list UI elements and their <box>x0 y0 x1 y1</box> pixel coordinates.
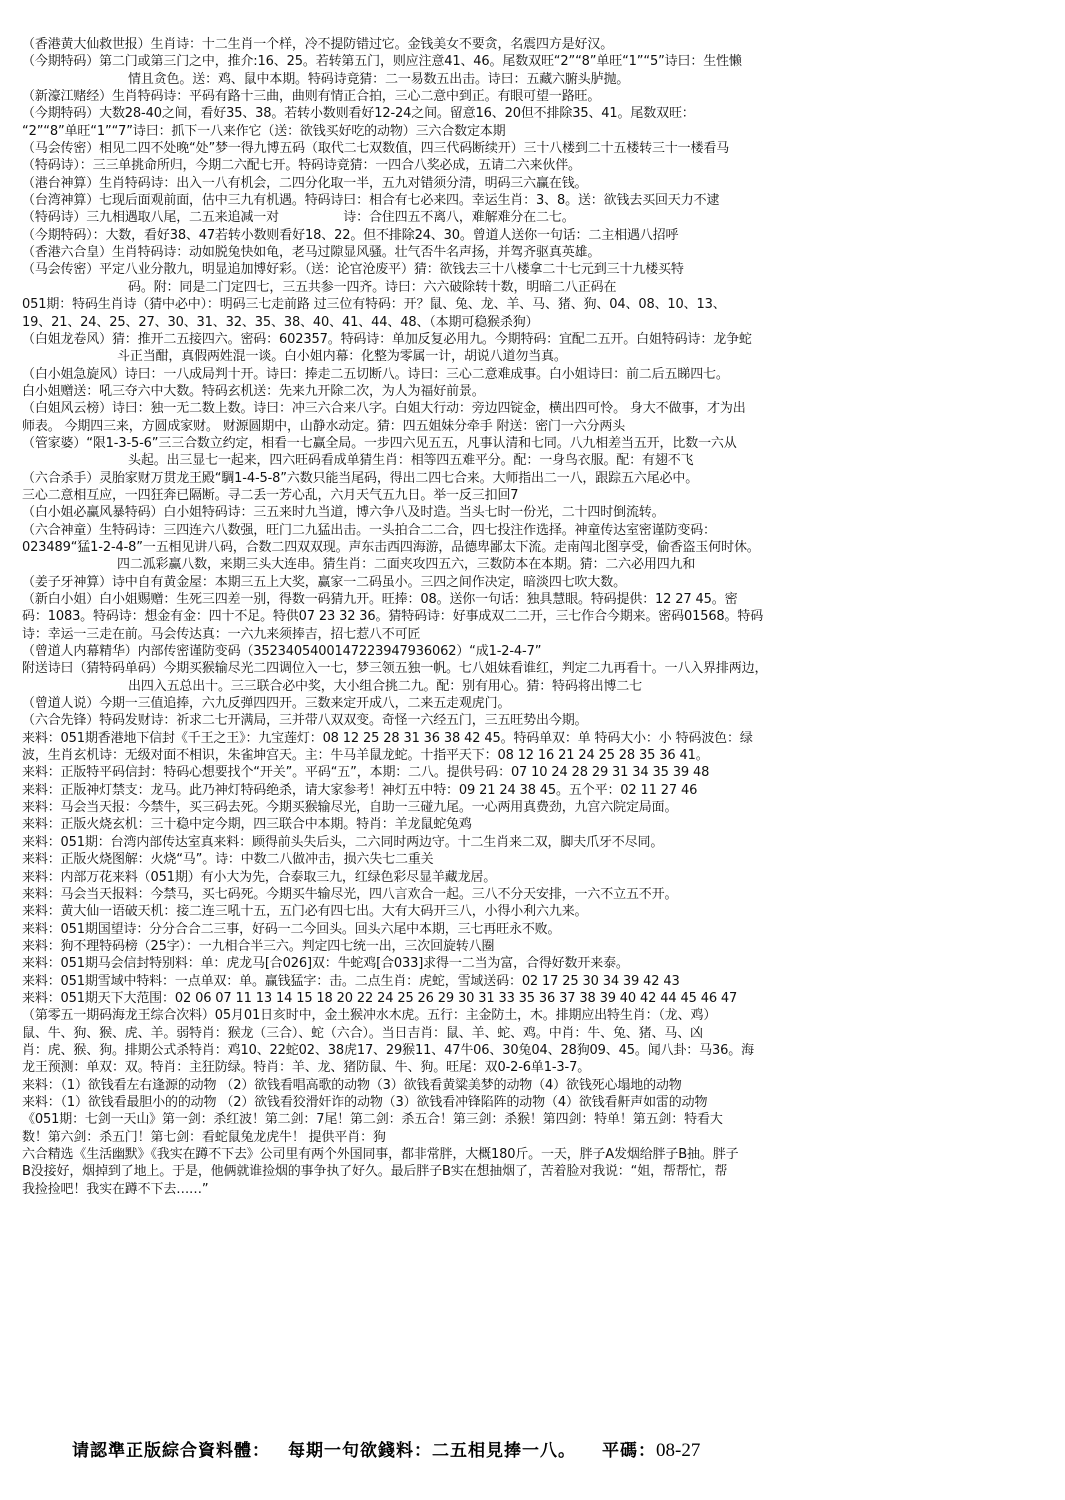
text-line: 来料：正版神灯禁支：龙马。此乃神灯特码绝杀，请大家参考！神灯五中特：09 21 24 38 45。五个平：02 11 27 46 <box>22 782 698 798</box>
text-line: 来料：051期天下大范围：02 06 07 11 13 14 15 18 20 22 24 25 26 29 30 31 33 35 36 37 38 39 40 42 44 45 46 47 <box>22 990 738 1006</box>
text-line: 白小姐赠送：吼三夺六中大数。特码玄机送：先来九开除二次，为人为福好前景。 <box>22 383 485 399</box>
footer-left-text: 请認準正版綜合資料體： <box>72 1441 270 1461</box>
text-line: 来料：黄大仙一语破天机：接二连三吼十五，五门必有四七出。大有大码开三八，小得小利六九来。 <box>22 904 588 920</box>
text-line: 来料：（1）欲钱看左右逢源的动物 （2）欲钱看唱高歌的动物（3）欲钱看黄粱美梦的动物（4）欲钱死心塌地的动物 <box>22 1077 682 1093</box>
text-line: （今期特码）第二门或第三门之中，推介:16、25。若转第五门，则应注意41、46。尾数双旺“2”“8”单旺“1”“5”诗曰：生性懒 <box>22 54 742 70</box>
text-line: 023489“猛1-2-4-8”一五相见讲八码，合数二四双双现。声东击西四海游，品德卑鄙太下流。走南闯北图享受，偷香盗玉何时休。 <box>22 539 760 555</box>
text-line: 头起。出三显七一起来，四六旺码看成单猜生肖：相等四五难平分。配：一身鸟衣服。配：有翅不飞 <box>128 453 694 469</box>
text-line: （马会传密）相见二四不处晚“处”梦一得九博五码（取代二七双数值，四三代码断续开）三十八楼到二十五楼转三十一楼看马 <box>22 141 730 157</box>
text-line: B没接好，烟掉到了地上。于是，他俩就谁捡烟的事争执了好久。最后胖子B实在想抽烟了，苦着脸对我说：“姐，帮帮忙，帮 <box>22 1164 728 1180</box>
text-line: 19、21、24、25、27、30、31、32、35、38、40、41、44、48、（本期可稳猴杀狗） <box>22 314 539 330</box>
text-line: （新白小姐）白小姐赐赠：生死三四差一别，得数一码猜九开。旺捧：08。送你一句话：独具慧眼。特码提供：12 27 45。密 <box>22 592 738 607</box>
document-body <box>22 36 1052 1198</box>
text-line: 三心二意相互应，一四狂奔已隔断。寻二丢一芳心乱，六月天气五九日。举一反三扣回7 <box>22 487 519 503</box>
text-line: （白小姐急旋风）诗曰：一八成局判十开。诗曰：捧走二五切断八。诗曰：三心二意难成事。白小姐诗曰：前二后五睇四七。 <box>22 366 729 382</box>
footer-pingma-label: 平碼： <box>602 1441 656 1461</box>
text-line: 鼠、牛、狗、猴、虎、羊。弱特肖：猴龙（三合）、蛇（六合）。当日吉肖：鼠、羊、蛇、鸡。中肖：牛、兔、猪、马、凶 <box>22 1025 703 1041</box>
text-line: （特码诗）：三三单挑命所归，今期二六配七开。特码诗竟猜：一四合八奖必成，五请二六来伙伴。 <box>22 158 581 174</box>
text-line: （港台神算）生肖特码诗：出入一八有机会，二四分化取一半，五九对错须分清，明码三六赢在钱。 <box>22 175 588 191</box>
text-line: （管家婆）“限1-3-5-6”三三合数立约定，相看一七赢全局。一步四六见五五，凡事认清和七同。八九相差当五开，比数一六从 <box>22 435 737 451</box>
text-line: （白小姐必赢风暴特码）白小姐特码诗：三五来时九当道，博六争八及时造。当头七时一份光，二十四时倒流转。 <box>22 505 665 521</box>
text-line: 码。附：同是二门定四七，三五共参一四齐。诗曰：六六破除转十数，明暗二八正码在 <box>128 279 617 295</box>
text-line: （香港六合皇）生肖特码诗：动如脱兔快如龟，老马过隙显风骚。壮气否牛名声扬，并驾齐驱真英雄。 <box>22 245 601 261</box>
text-line: 来料：051期：台湾内部传达室真来料：顾得前头失后头，二六同时两边守。十二生肖来二双，脚夫爪牙不尽同。 <box>22 834 664 850</box>
text-line: （今期特码）：大数，看好38、47若转小数则看好18、22。但不排除24、30。曾道人送你一句话：二主相遇八招呼 <box>22 227 679 243</box>
text-line: （马会传密）平定八业分散九，明显追加博好彩。（送：论官沧废平）猜：欲钱去三十八楼拿二十七元到三十九楼买特 <box>22 262 684 278</box>
text-line: 来料：正版火烧图解：火烧“马”。诗：中数二八做冲击，损六失七二重关 <box>22 852 434 868</box>
text-line: （台湾神算）七现后面观前面，估中三九有机遇。特码诗曰：相合有七必来四。幸运生肖：3、8。送：欲钱去买回天力不逮 <box>22 193 720 209</box>
text-line: 附送诗曰（猜特码单码）今期买猴输尽光二四调位入一七，梦三领五独一帆。七八姐妹看谁红，判定二九再看十。一八入界排两边， <box>22 661 768 677</box>
text-line: （新濠江赌经）生肖特码诗：平码有路十三曲，曲则有情正合拍，三心二意中到正。有眼可望一路旺。 <box>22 89 601 105</box>
text-line: 师表。 今期四三来，方圆成家财。 财源圆期中，山静水动定。猜：四五姐妹分牵手 附送：密门一六分两头 <box>22 418 626 434</box>
text-line: 《051期：七剑一天山》第一剑：杀红波！第二剑：7尾！第二剑：杀五合！第三剑：杀猴！第四剑：特单！第五剑：特看大 <box>22 1112 723 1128</box>
text-line: 龙王预测：单双：双。特肖：主狂防绿。特肖：羊、龙、猪防鼠、牛、狗。旺尾：双0-2-6单1-3-7。 <box>22 1060 591 1076</box>
text-line: 码：1083。特码诗：想金有金：四十不足。特供07 23 32 36。猜特码诗：好事成双二二开，三七作合今期来。密码01568。特码 <box>22 609 764 625</box>
text-line: 来料：马会当天报：今禁牛，买三码去死。今期买猴输尽光，自助一三碰九尾。一心两用真费劲，九宫六院定局面。 <box>22 800 678 816</box>
text-line: 六合精选《生活幽默》《我实在蹲不下去》公司里有两个外国同事，都非常胖，大概180斤。一天，胖子A发烟给胖子B抽。胖子 <box>22 1147 739 1162</box>
text-line: 我捡捡吧！我实在蹲不下去……” <box>22 1181 209 1197</box>
text-line: （曾道人内幕精华）内部传密谨防变码（35234054001472239479360​62）“成1-2-4-7” <box>22 644 542 660</box>
text-line: （六合先锋）特码发财诗：祈求二七开满局，三并带八双双变。奇怪一六经五门，三五旺势出今期。 <box>22 713 588 729</box>
text-line: 来料：狗不理特码榜（25字）：一九相合半三六。判定四七统一出，三次回旋转八圈 <box>22 938 495 954</box>
text-line: 数！第六剑：杀五门！第七剑：看蛇鼠兔龙虎牛！ 提供平肖：狗 <box>22 1129 386 1145</box>
text-line: 出四入五总出十。三三联合必中奖，大小组合挑二九。配：别有用心。猜：特码将出博二七 <box>128 678 643 694</box>
text-line: 来料：051期国望诗：分分合合二三事，好码一二今回头。回头六尾中本期，三七再旺永不败。 <box>22 921 561 937</box>
text-line: 来料：内部万花来料（051期）有小大为先，合泰取三九，红绿色彩尽显羊藏龙居。 <box>22 869 497 885</box>
text-line: （白姐龙卷风）猜：推开二五接四六。密码：602357。特码诗：单加反复必用九。今期特码：宜配二五开。白姐特码诗：龙争蛇 <box>22 331 752 347</box>
text-line: 051期：特码生肖诗（猜中必中）：明码三七走前路 过三位有特码：开？鼠、兔、龙、羊、马、猪、狗、04、08、10、13、 <box>22 297 726 313</box>
text-line: （特码诗）三九相遇取八尾，二五来追减一对 诗：合住四五不离八，难解难分在二七。 <box>22 210 575 226</box>
text-line: 情且贪色。送：鸡、鼠中本期。特码诗竟猜：二一易数五出击。诗曰：五藏六腑头胪抛。 <box>128 71 630 87</box>
footer-middle-text: 每期一句欲錢料：二五相見捧一八。 <box>288 1441 576 1461</box>
text-line: （白姐风云榜）诗曰：独一无二数上数。诗曰：冲三六合来八字。白姐大行动：旁边四锭金，横出四可怜。 身大不做事，才为出 <box>22 401 746 417</box>
text-line: （香港黄大仙救世报）生肖诗：十二生肖一个样，冷不提防错过它。金钱美女不要贪，名震四方是好汉。 <box>22 37 614 52</box>
text-line: （第零五一期码海龙王综合次料）05月01日亥时中，金土猴冲水木虎。五行：主金防土，木。排期应出特生肖：（龙、鸡） <box>22 1008 717 1024</box>
text-line: 诗：幸运一三走在前。马会传达真：一六九来须捧吉，招七惹八不可匠 <box>22 626 421 642</box>
text-line: 来料：（1）欲钱看最胆小的的动物 （2）欲钱看狡滑奸诈的动物（3）欲钱看冲锋陷阵的动物（4）欲钱看鼾声如雷的动物 <box>22 1094 708 1110</box>
text-line: （六合神童）生特码诗：三四连六八数强，旺门二九猛出击。一头拍合二二合，四七投注作选择。神童传达室密谨防变码： <box>22 522 716 538</box>
text-line: （今期特码）大数28-40之间，看好35、38。若转小数则看好12-24之间。留意16、20但不排除35、41。尾数双旺： <box>22 106 695 122</box>
footer-pingma-value: 08-27 <box>656 1440 701 1461</box>
text-line: 来料：正版火烧玄机：三十稳中定今期，四三联合中本期。特肖：羊龙鼠蛇兔鸡 <box>22 817 472 833</box>
text-line: 来料：051期马会信封特别料：单：虎龙马[合026]双：牛蛇鸡[合033]求得一二当为富，合得好数开来泰。 <box>22 956 629 972</box>
text-line: 波，生肖玄机诗：无级对面不相识，朱雀坤宫天。主：牛马羊鼠龙蛇。十指平天下：08 12 16 21 24 25 28 35 36 41。 <box>22 748 709 764</box>
text-line: 斗正当酣，真假两姓混一谈。白小姐内幕：化整为零属一计，胡说八道勿当真。 <box>117 349 567 365</box>
text-line: （姜子牙神算）诗中自有黄金屋：本期三五上大奖，赢家一二码虽小。三四之间作决定，暗淡四七吹大数。 <box>22 574 626 590</box>
text-line: 来料：正版特平码信封：特码心想要找个“开关”。平码“五”，本期：二八。提供号码：07 10 24 28 29 31 34 35 39 48 <box>22 765 710 781</box>
text-line: （六合杀手）灵胎家财万贯龙王殿“騆1-4-5-8”六数只能当尾码，得出二四七合来。大师指出二一八，跟踪五六尾必中。 <box>22 470 699 486</box>
text-line: （曾道人说）今期一三值追捧，六九反弹四四开。三数来定开成八，二来五走观虎门。 <box>22 696 511 712</box>
text-line: “2”“8”单旺“1”“7”诗曰：抓下一八来作它（送：欲钱买好吃的动物）三六合数定本期 <box>22 123 506 139</box>
footer-banner <box>72 1436 1032 1464</box>
text-line: 来料：051期雪域中特料：一点单双：单。赢钱猛字：击。二点生肖：虎蛇，雪域送码：02 17 25 30 34 39 42 43 <box>22 973 680 989</box>
text-line: 四二泒彩赢八数，来期三头大连串。猜生肖：二面夹攻四五六，三数防本在本期。猜：二六必用四九和 <box>117 557 696 573</box>
text-line: 肖：虎、猴、狗。排期公式杀特肖：鸡10、22蛇02、38虎17、29猴11、47牛06、30兔04、28狗09、45。闻八卦：马36。海 <box>22 1042 754 1058</box>
text-line: 来料：051期香港地下信封《千王之王》：九宝莲灯：08 12 25 28 31 36 38 42 45。特码单双：单 特码大小：小 特码波色：绿 <box>22 730 753 746</box>
text-line: 来料：马会当天报料：今禁马，买七码死。今期买牛输尽光，四八言欢合一起。三八不分天安排，一六不立五不开。 <box>22 886 678 902</box>
